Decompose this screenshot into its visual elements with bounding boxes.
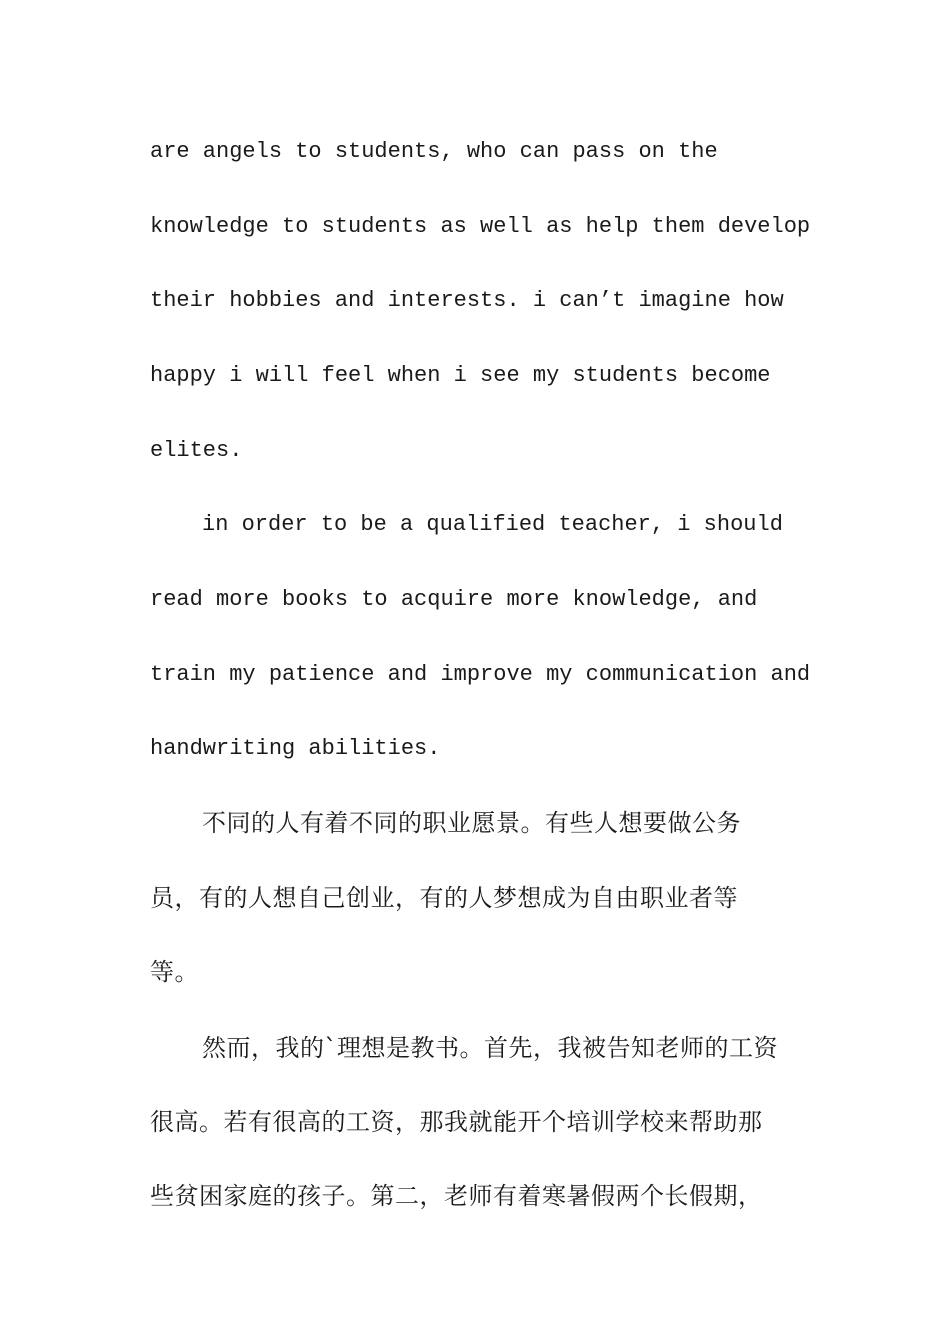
text-line: 员，有的人想自己创业，有的人梦想成为自由职业者等 [150, 884, 738, 912]
paragraph-start-line: in order to be a qualified teacher, i should [202, 512, 783, 537]
text-line: their hobbies and interests. i can’t imagine how [150, 288, 784, 313]
text-line: elites. [150, 438, 243, 463]
text-line: knowledge to students as well as help them develop [150, 214, 811, 239]
text-line: read more books to acquire more knowledge, and [150, 587, 758, 612]
text-line: handwriting abilities. [150, 736, 441, 761]
text-line: happy i will feel when i see my students become [150, 363, 771, 388]
text-line: 等。 [150, 958, 199, 986]
text-line: 些贫困家庭的孩子。第二，老师有着寒暑假两个长假期， [150, 1182, 763, 1210]
paragraph-start-line: 然而，我的`理想是教书。首先，我被告知老师的工资 [202, 1034, 778, 1062]
text-line: train my patience and improve my communication and [150, 662, 811, 687]
text-line: 很高。若有很高的工资，那我就能开个培训学校来帮助那 [150, 1108, 763, 1136]
text-line: are angels to students, who can pass on the [150, 139, 718, 164]
paragraph-start-line: 不同的人有着不同的职业愿景。有些人想要做公务 [202, 809, 741, 837]
